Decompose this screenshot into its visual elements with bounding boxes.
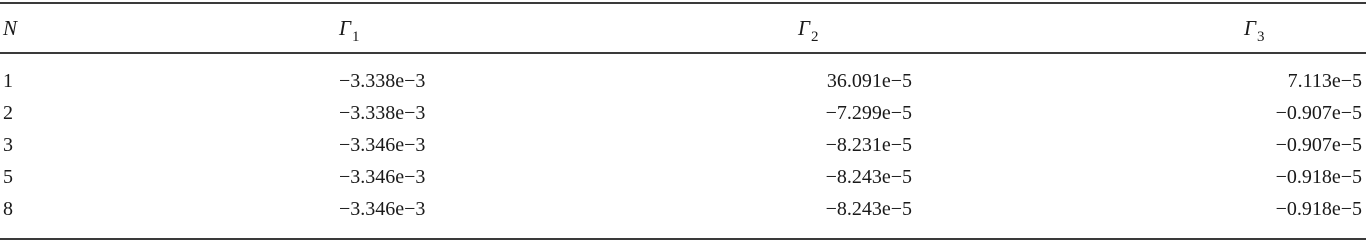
- cell-n: 5: [3, 166, 13, 188]
- header-n: N: [3, 16, 18, 40]
- cell-gamma-2: −8.243e−5: [825, 198, 912, 220]
- table-row: [0, 70, 1366, 102]
- header-gamma-2-symbol: Γ: [798, 16, 810, 40]
- table-row: [0, 198, 1366, 230]
- header-gamma-1: [339, 16, 360, 45]
- cell-gamma-2: 36.091e−5: [826, 70, 912, 92]
- cell-n: 8: [3, 198, 13, 220]
- header-gamma-1-symbol: Γ: [339, 16, 351, 40]
- table-header-row: [0, 16, 1366, 46]
- cell-gamma-3: −0.918e−5: [1275, 198, 1362, 220]
- cell-n: 1: [3, 70, 13, 92]
- header-gamma-3-subscript: 3: [1256, 29, 1265, 45]
- cell-gamma-2: −8.243e−5: [825, 166, 912, 188]
- table-row: [0, 134, 1366, 166]
- header-gamma-3-symbol: Γ: [1244, 16, 1256, 40]
- cell-gamma-1: −3.346e−3: [339, 134, 426, 156]
- cell-gamma-1: −3.338e−3: [339, 70, 426, 92]
- cell-gamma-3: −0.907e−5: [1275, 134, 1362, 156]
- cell-gamma-1: −3.346e−3: [339, 166, 426, 188]
- cell-gamma-3: −0.907e−5: [1275, 102, 1362, 124]
- cell-gamma-3: −0.918e−5: [1275, 166, 1362, 188]
- header-gamma-2-subscript: 2: [810, 29, 819, 45]
- cell-gamma-3: 7.113e−5: [1287, 70, 1362, 92]
- header-gamma-1-subscript: 1: [351, 29, 360, 45]
- header-gamma-3: [1244, 16, 1265, 45]
- table-header-rule: [0, 52, 1366, 54]
- cell-n: 2: [3, 102, 13, 124]
- table-row: [0, 166, 1366, 198]
- table-bottom-rule: [0, 238, 1366, 240]
- table-top-rule: [0, 2, 1366, 4]
- table-row: [0, 102, 1366, 134]
- table-body: [0, 70, 1366, 230]
- cell-gamma-2: −7.299e−5: [825, 102, 912, 124]
- cell-gamma-1: −3.338e−3: [339, 102, 426, 124]
- header-gamma-2: [798, 16, 819, 45]
- cell-gamma-1: −3.346e−3: [339, 198, 426, 220]
- cell-gamma-2: −8.231e−5: [825, 134, 912, 156]
- cell-n: 3: [3, 134, 13, 156]
